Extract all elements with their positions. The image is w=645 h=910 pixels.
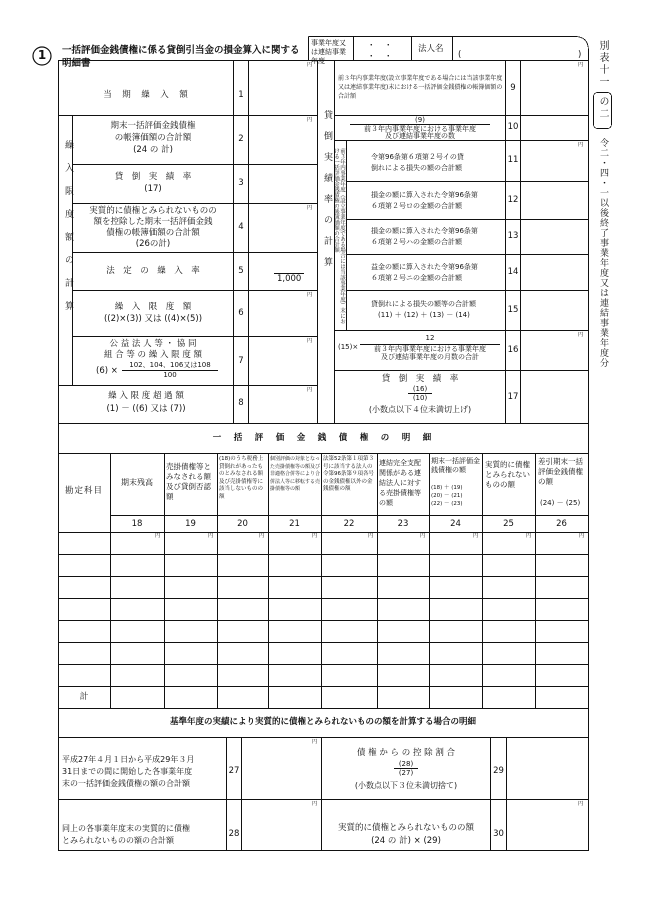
row28-label-a: 同上の各事業年度末の実質的に債権 (62, 824, 190, 833)
side-label-bottom: 令二・四・一以後終了事業年度又は連結事業年度分 (598, 138, 608, 368)
detail-num-23: 23 (397, 519, 409, 529)
detail-total-label: 計 (79, 692, 89, 702)
row4-label-b: 額を控除した期末一括評価金銭 (93, 217, 213, 227)
detail-num-21: 21 (289, 519, 300, 529)
right-sub-side: 前３年内事業年度（設立事業年度である場合には当該事業年度）末における一括評価金銭債権の帳簿価額の合計額 (333, 148, 345, 324)
row27-label-c: 末の一括評価金銭債権の額の合計額 (62, 779, 190, 788)
yen-unit-24: 円 (473, 533, 479, 539)
row15-label-a: 貸倒れによる損失の額等の合計額 (371, 300, 476, 308)
row12-label-a: 損金の額に算入された令第96条第 (371, 191, 478, 199)
yen-unit-30: 円 (578, 801, 584, 807)
num-4: 4 (238, 222, 244, 232)
detail-col-23: 連結完全支配関係がある連結法人に対する売掛債権等の額 (379, 459, 421, 507)
corp-paren-open: ( (458, 50, 462, 60)
detail-col-25: 実質的に債権とみられないものの額 (485, 460, 530, 489)
yen-unit-22: 円 (368, 533, 374, 539)
row17-fraction-num: (16) (412, 385, 428, 393)
detail-num-24: 24 (450, 519, 461, 529)
num-12: 12 (507, 195, 519, 205)
detail-col-19: 売掛債権等とみなされる額及び貸倒否認額 (166, 462, 211, 501)
row27-label-a: 平成27年４月１日から平成29年３月 (62, 755, 195, 764)
yen-unit-20: 円 (259, 533, 265, 539)
row7-fraction-num: 102、104、106又は108 (122, 361, 218, 371)
detail-col-24-c: (20) － (21) (431, 493, 463, 499)
row17-label-c: (小数点以下４位未満切上げ) (368, 405, 472, 414)
row11-label-b: 倒れによる損失の額の合計額 (371, 164, 462, 172)
num-11: 11 (507, 155, 519, 165)
num-30: 30 (493, 829, 504, 839)
row4-label-c: 債権の帳簿価額の合計額 (106, 228, 200, 238)
num-2: 2 (238, 134, 244, 144)
row12-label-b: ６項第２号ロの金額の合計額 (371, 202, 462, 210)
row10-label-b: 及び連結事業年度の数 (385, 132, 455, 140)
year-label: 事業年度又は連結事業年度 (311, 39, 346, 65)
corp-paren-close: ) (578, 50, 582, 60)
detail-title: 一 括 評 価 金 銭 債 権 の 明 細 (212, 433, 434, 443)
detail-col-24-d: (22) － (23) (431, 501, 463, 507)
detail-col-26-b: (24) － (25) (540, 499, 581, 507)
row7-label-b: 組 合 等 の 繰 入 限 度 額 (103, 350, 203, 360)
corp-name-label: 法人名 (418, 44, 444, 54)
yen-unit-19: 円 (208, 533, 214, 539)
row6-label-a: 繰 入 限 度 額 (114, 302, 192, 312)
row9-label: 前３年内事業年度(設立事業年度である場合には当該事業年度又は連結事業年度)末における一括評価金銭債権の帳簿価額の合計額 (338, 75, 503, 100)
yen-unit-2: 円 (307, 117, 313, 123)
row7-label-c: (6) × (96, 366, 118, 376)
yen-unit-1: 円 (307, 62, 313, 68)
detail-num-25: 25 (503, 519, 514, 529)
side-label-top: 別表十一 (597, 40, 608, 88)
num-13: 13 (507, 231, 519, 241)
yen-unit-23: 円 (420, 533, 426, 539)
detail-col-20: (18)のうち税務上貸倒れがあったものとみなされる額及び売掛債権等に該当しないものの額 (219, 456, 264, 500)
row13-label-a: 損金の額に算入された令第96条第 (371, 227, 478, 235)
right-side-label: 貸倒実績率の計算 (322, 110, 332, 278)
row16-label-b: 及び連結事業年度の月数の合計 (381, 353, 479, 361)
row16-prefix: (15)× (338, 343, 359, 351)
num-3: 3 (238, 178, 244, 188)
year-from-dots[interactable]: ・ ・ (367, 41, 393, 51)
row30-label-a: 実質的に債権とみられないものの額 (337, 823, 474, 833)
year-to-dots[interactable]: ・ ・ (367, 52, 393, 62)
yen-unit-18: 円 (155, 533, 161, 539)
row13-label-b: ６項第２号ハの金額の合計額 (371, 238, 462, 246)
num-16: 16 (507, 345, 519, 355)
detail-col-subject: 勘定科目 (64, 486, 103, 496)
row2-label-c: (24 の 計) (133, 145, 173, 155)
form-title: 一括評価金銭債権に係る貸倒引当金の損金算入に関する明細書 (62, 45, 300, 69)
row29-label-c: (小数点以下３位未満切捨て) (354, 781, 458, 790)
detail-col-21: 個別評価の対象となった売掛債権等の額及び非適格合併等により合併法人等に移転する売掛債権等の額 (270, 456, 321, 492)
detail-num-20: 20 (237, 519, 248, 529)
detail-num-22: 22 (343, 519, 355, 529)
row29-fraction-den: (27) (394, 768, 418, 778)
detail-num-19: 19 (185, 519, 196, 529)
num-5: 5 (238, 266, 244, 276)
yen-unit-27: 円 (312, 739, 318, 745)
num-27: 27 (228, 766, 240, 776)
base-title: 基準年度の実績により実質的に債権とみられないものの額を計算する場合の明細 (169, 717, 476, 727)
row14-label-a: 益金の額に算入された令第96条第 (371, 263, 478, 271)
row4-label-a: 実質的に債権とみられないものの (89, 206, 217, 216)
side-label-mid: の二 (597, 96, 608, 120)
row6-label-b: ((2)×(3)) 又は ((4)×(5)) (103, 314, 203, 324)
row3-label-a: 貸 倒 実 績 率 (114, 172, 192, 182)
yen-unit-4: 円 (307, 205, 313, 211)
row29-label-a: 債 権 か ら の 控 除 割 合 (356, 748, 456, 758)
num-29: 29 (493, 766, 504, 776)
detail-num-18: 18 (131, 519, 143, 529)
yen-unit-6: 円 (307, 292, 313, 298)
row17-fraction-den: (10) (408, 393, 432, 403)
row10-label-a: 前３年内事業年度における事業年度 (350, 124, 490, 134)
num-28: 28 (228, 829, 240, 839)
row16-num: 12 (425, 334, 435, 342)
row5-label: 法 定 の 繰 入 率 (106, 266, 200, 276)
row28-label-b: とみられないものの額の合計額 (62, 836, 174, 845)
row29-fraction-num: (28) (398, 760, 414, 768)
num-14: 14 (507, 267, 519, 277)
row4-label-d: (26の計) (135, 239, 171, 249)
num-10: 10 (507, 122, 519, 132)
detail-num-26: 26 (556, 519, 567, 529)
row14-label-b: ６項第２号ニの金額の合計額 (371, 274, 462, 282)
yen-unit-21: 円 (312, 533, 318, 539)
row8-label-a: 繰 入 限 度 超 過 額 (108, 391, 184, 401)
row5-value: 1,000 (274, 273, 304, 285)
yen-unit-16: 円 (578, 332, 584, 338)
num-17: 17 (507, 392, 519, 402)
num-9: 9 (510, 83, 516, 93)
row30-label-b: (24 の 計) × (29) (371, 836, 441, 846)
num-6: 6 (238, 308, 244, 318)
yen-unit-11: 円 (578, 142, 584, 148)
num-15: 15 (507, 305, 519, 315)
row16-label-a: 前３年内事業年度における事業年度 (360, 344, 500, 354)
yen-unit-25: 円 (526, 533, 532, 539)
yen-unit-9: 円 (578, 62, 584, 68)
yen-unit-7: 円 (307, 338, 313, 344)
detail-col-22: 法第52条第１項第３号に該当する法人の令第96条第９項各号の金銭債権以外の金銭債権の額 (323, 456, 374, 492)
num-7: 7 (238, 356, 244, 366)
detail-col-26-a: 差引期末一括評価金銭債権の額 (538, 457, 583, 486)
row1-label: 当 期 繰 入 額 (103, 90, 189, 100)
num-8: 8 (238, 398, 244, 408)
row3-label-b: (17) (144, 184, 162, 194)
row17-label-a: 貸 倒 実 績 率 (381, 374, 459, 384)
detail-col-24-a: 期末一括評価金銭債権の額 (431, 457, 480, 474)
row27-label-b: 31日までの間に開始した各事業年度 (62, 767, 193, 776)
row11-label-a: 令第96条第６項第２号イの貸 (371, 153, 464, 161)
row7-fraction-den: 100 (163, 371, 177, 379)
num-1: 1 (238, 90, 244, 100)
row2-label-a: 期末一括評価金銭債権 (110, 121, 196, 131)
row15-label-b: (11) ＋ (12) ＋ (13) － (14) (378, 311, 470, 319)
row10-num: (9) (415, 116, 425, 124)
yen-unit-28: 円 (312, 801, 318, 807)
detail-col-18: 期末残高 (121, 478, 153, 487)
group-side-label: 繰入限度額の計算 (63, 140, 73, 324)
yen-unit-8: 円 (307, 387, 313, 393)
row2-label-b: の帳簿価額の合計額 (114, 133, 192, 143)
yen-unit-26: 円 (579, 533, 585, 539)
detail-col-24-b: (18) ＋ (19) (431, 485, 463, 491)
row7-label-a: 公 益 法 人 等 ・ 協 同 (109, 339, 197, 349)
form-number: 1 (37, 48, 47, 62)
row8-label-b: (1) － ((6) 又は (7)) (106, 404, 186, 414)
